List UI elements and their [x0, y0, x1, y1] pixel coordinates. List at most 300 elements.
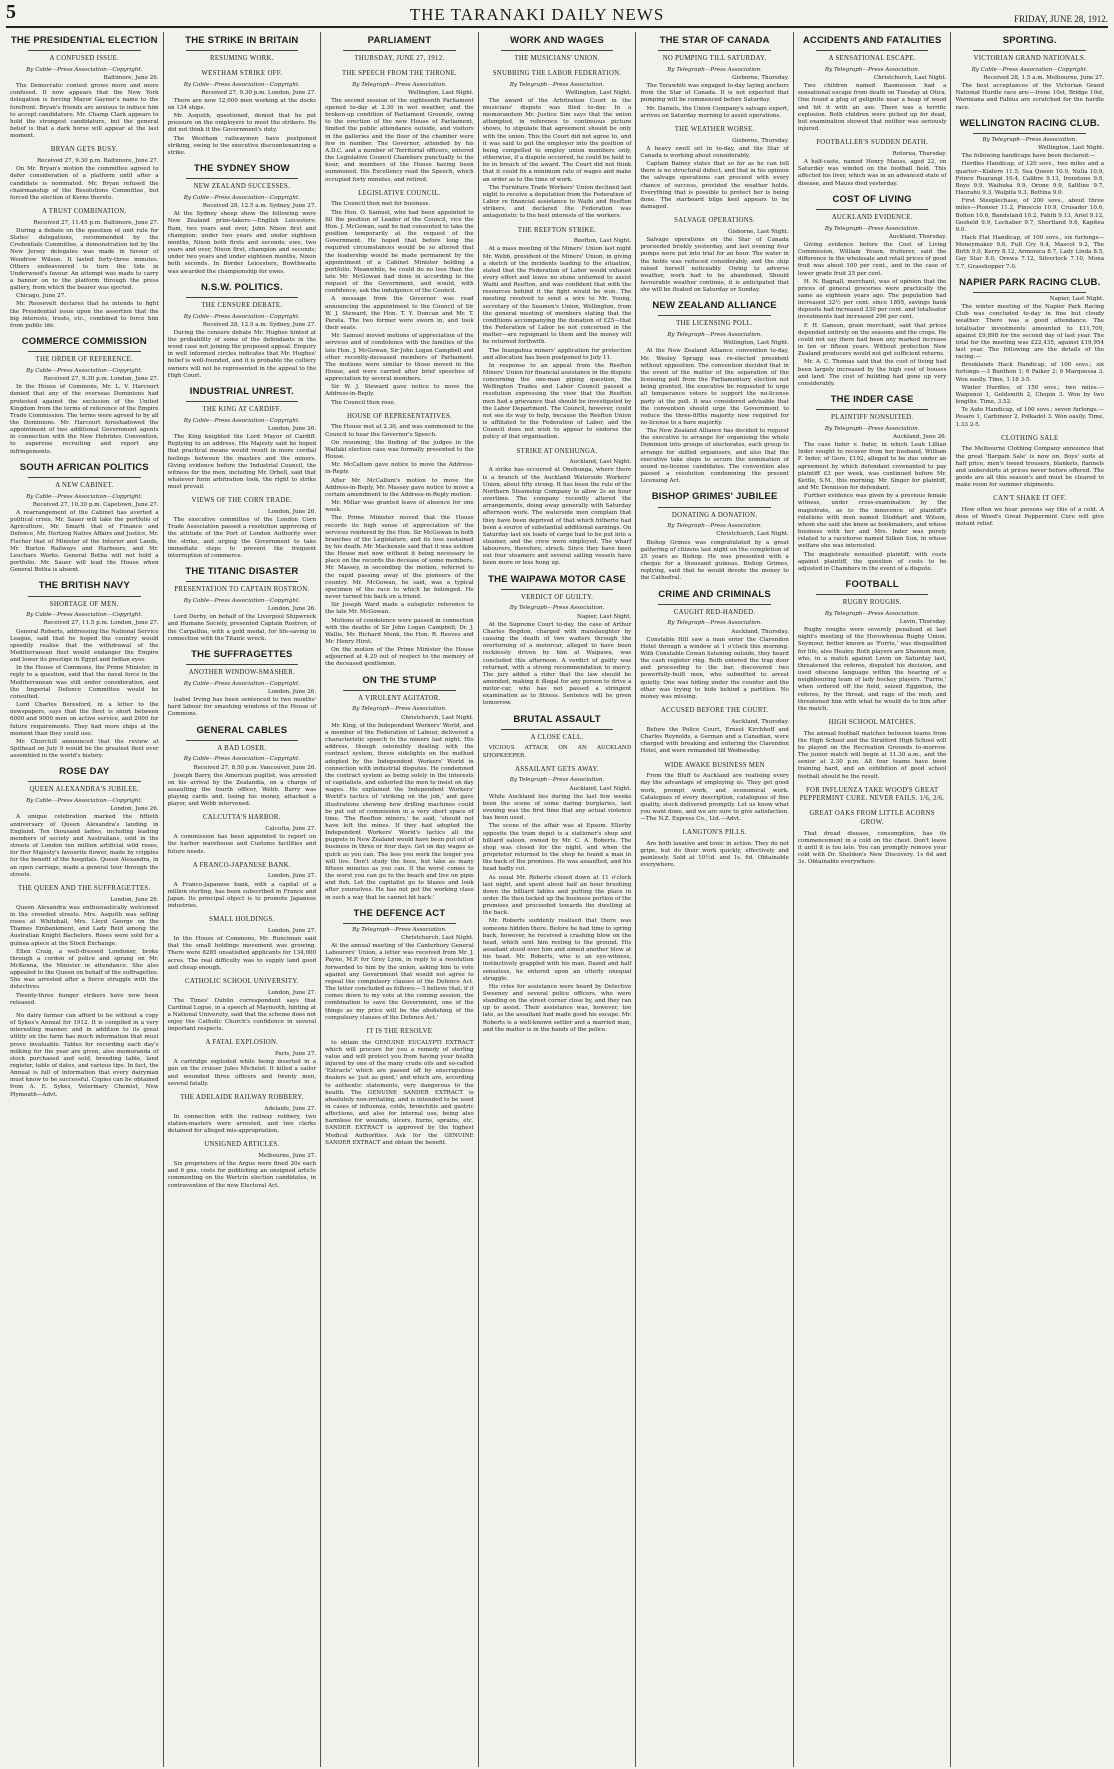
- article-subheading: A SENSATIONAL ESCAPE.: [828, 55, 916, 63]
- article-paragraph: Lord Charles Beresford, in a letter to the newspapers, says that the fleet is short between 6000 and 9000 men on active service, and 2000 for future requirements. They had more ships at the moment than they could use.: [10, 702, 159, 737]
- article-subheading: THE QUEEN AND THE SUFFRAGETTES.: [18, 884, 151, 892]
- newspaper-title: THE TARANAKI DAILY NEWS: [409, 5, 665, 25]
- article-paragraph: The Times' Dublin correspondent says that Cardinal Logue, in a speech at Maynooth, hinting at a National University, said that the scheme does not enjoy the Catholic Church's confidence in several important respects.: [167, 997, 317, 1033]
- article-paragraph: The winter meeting of the Napier Park Racing Club was concluded to-day in fine but cloudy weather. There was a good attendance. The totalisator investments amounted to £11,709, against £9,898 for the second day of last year. The total for the meeting was £22,435, against £19,954 last year. The following are the details of the racing:—: [955, 304, 1105, 361]
- article-place-date: Reefton, Last Night.: [573, 238, 632, 245]
- article-dateline: By Telegraph—Press Association.: [824, 425, 920, 432]
- article: [168, 978, 317, 1034]
- article-place-date: Calcutta, June 27.: [265, 826, 317, 833]
- article-subheading: THE CENSURE DEBATE.: [201, 301, 283, 309]
- article: [955, 35, 1104, 112]
- article-heading: THE WAIPAWA MOTOR CASE: [488, 573, 626, 585]
- article-place-date: London, June 27.: [267, 873, 317, 880]
- article-place-date: Received 28, 1.5 a.m. Melbourne, June 27.: [983, 75, 1105, 81]
- article-subheading: NEW ZEALAND SUCCESSES.: [193, 183, 291, 191]
- article-paragraph: The following handicaps have been declared:—: [961, 153, 1096, 160]
- article-paragraph: Mr. Roberts suddenly realised that there was someone hidden there. Before he had time to spring back, however, he received a crashing blow on the head, which sent him reeling to the ground. His assailant stood over him and aimed another blow at his head. Mr. Roberts, who is an eye-witness, instinctively grappled with his man. Dazed and half senseless, he entered upon an utterly unequal struggle.: [482, 918, 632, 982]
- article-place-date: Napier, Last Night.: [576, 613, 632, 620]
- article-paragraph: The Terawhiti was engaged to-day laying anchors from the Star of Canada. It is not expected that pumping will be commenced before Saturday.: [640, 83, 789, 104]
- article-place-date: Received 27, 8.50 p.m. Vancouver, June 26.: [193, 764, 317, 771]
- article-subheading: HOUSE OF REPRESENTATIVES.: [346, 412, 452, 420]
- article: [168, 282, 317, 380]
- article-subheading: THE WEATHER WORSE.: [674, 125, 755, 133]
- article-paragraph: In response to an appeal from the Reefton Miners' Union for financial assistance in the dispute concerning the one-man piping question, the Wellington Trades and Labor Council passed a resolution expressing the view that the Reefton men had a grievance that should be investigated by the Labor Department. The Council, however, could not see its way to help, because the Reefton Union is affiliated to the Federation of Labor, and the Council does not wish to appear to endorse the policy of that organisation.: [482, 362, 632, 441]
- article-dateline: By Telegraph—Press Association.: [982, 136, 1078, 143]
- article-dateline: By Cable—Press Association—Copyright.: [26, 798, 143, 805]
- article-subheading: SNUBBING THE LABOR FEDERATION.: [492, 69, 622, 77]
- article: [168, 916, 317, 972]
- article: [10, 580, 159, 760]
- columns-container: [6, 32, 1108, 1767]
- article-subheading: WESTHAM STRIKE OFF.: [201, 69, 283, 77]
- article-subheading: PLAINTIFF NONSUITED.: [831, 414, 914, 422]
- article: [955, 435, 1104, 490]
- article-subheading: A CONFUSED ISSUE.: [49, 55, 120, 63]
- article-subheading: A NEW CABINET.: [55, 481, 114, 489]
- column-3: [321, 32, 479, 1767]
- divider: [28, 50, 141, 51]
- article: [798, 194, 947, 388]
- article-paragraph: In the House of Commons, the Prime Minister, in reply to a question, said that the naval force in the Mediterranean was still under consideration, and the Imperial Defence Committee would be consulted.: [10, 665, 159, 700]
- divider: [816, 409, 929, 410]
- article: [640, 589, 789, 702]
- divider: [816, 594, 929, 595]
- article-paragraph: Hack Flat Handicap, of 100 sovs., six furlongs—Moneymaker 9.6, Full Cry 9.4, Mascot 9.2, The Birth 9.0, Kerry 8.12, Armonica 8.7, Lady Linda 8.5, Gay Star 8.0, Orewa 7.12, Silverlock 7.10, Mona 7.7, Grasshopper 7.0.: [955, 234, 1105, 270]
- article-paragraph: Te Aute Handicap, of 100 sovs.; seven furlongs.—Pesaro 1, Carbineer 2, Polkadot 3. Won easily. Time, 1.33 2-5.: [955, 407, 1105, 428]
- article-heading: THE PRESIDENTIAL ELECTION: [10, 35, 158, 46]
- article-paragraph: That dread disease, consumption, has its commencement in a cold on the chest. Don't leave it until it is too late. You can promptly remove your cold with Dr. Sheldon's New Discovery. 1s 6d and 3s. Obtainable everywhere.: [797, 830, 947, 866]
- article-paragraph: Mr. Daniels, the Union Company's salvage expert, arrives on Saturday morning to assist operations.: [640, 105, 789, 119]
- article-paragraph: In connection with the railway robbery, two station-masters were arrested, and two clerks detained for alleged mis-appropriation.: [167, 1113, 317, 1135]
- divider: [816, 50, 929, 51]
- article-dateline: By Cable—Press Association—Copyright.: [971, 66, 1088, 73]
- article-paragraph: to obtain the GENUINE EUCALYPTI EXTRACT which will procure for you a remedy of sterling value and will protect you from having your health injured by one of the many crude oils and so-called 'Extracts' which are passed off by unscrupulous dealers as 'just as good,' and which are, according to authentic statements, very dangerous to the health. The GENUINE SANDER EXTRACT is absolutely non-irritating, and is intended to be used in cases of influenza, colds, bronchitis and gastric affections, and also for internal use, being also harmless for wounds, ulcers, burns, sprains, etc. SANDER EXTRACT is approved by the highest Medical Authorities. Ask for the GENUINE SANDER EXTRACT and obtain the benefit.: [325, 1039, 474, 1146]
- article-paragraph: His cries for assistance were heard by Detective Sweeney and several police officers, who were standing on the street corner close by, and they ran up to assist. Their assistance was, however, too late, as the assailant had made good his escape. Mr. Roberts is a well-known settler and a married man, and the matter is in the hands of the police.: [482, 983, 632, 1033]
- article-subheading: THURSDAY, JUNE 27, 1912.: [354, 55, 445, 63]
- article-paragraph: The New Zealand Alliance has decided to request the executive to arrange for organising the whole Dominion into groups of electorates, each group to arrange for skilled organisers, and also that the executive take steps to secure the nomination of sound no-license candidates. The convention also passed a resolution condemning the present Licensing Act.: [640, 428, 789, 485]
- divider: [658, 604, 771, 605]
- divider: [28, 596, 141, 597]
- article-subheading: CALCUTTA'S HARBOR.: [202, 814, 281, 822]
- column-6: [794, 32, 952, 1767]
- divider: [973, 50, 1086, 51]
- article-paragraph: Six proprietors of the Argus were fined 20s each and 6 gns. costs for publishing an unsigned article commenting on the Wertcin election candidates, in contravention of the new Electoral Act.: [167, 1161, 317, 1189]
- article-place-date: Wellington, Last Night.: [407, 89, 474, 96]
- article-paragraph: Mr. Roosevelt declares that he intends to fight the Presidential issue upon the assertion that the big interests, trusts, etc., combined to force him from public life.: [10, 301, 159, 329]
- article-dateline: By Cable—Press Association—Copyright.: [26, 367, 143, 374]
- article-dateline: By Telegraph—Press Association.: [667, 523, 762, 530]
- article-paragraph: A cartridge exploded while being inserted in a gun on the cruiser Jules Michelet. It killed a sailor and wounded three officers and twenty men, several fatally.: [167, 1059, 317, 1087]
- article-heading: WELLINGTON RACING CLUB.: [959, 117, 1100, 129]
- divider: [973, 133, 1086, 134]
- article-subheading: A VIRULENT AGITATOR.: [358, 694, 441, 702]
- article-place-date: Received 28, 12.5 a.m. Sydney, June 27.: [202, 321, 317, 328]
- article: [798, 35, 947, 133]
- article-paragraph: During the censure debate Mr. Hughes hinted at the probability of some of the defendants in the wood case not joining the proposed appeal. Enquiry in well informed circles indicates that Mr. Hughes' belief is well-founded, and it is probable the colliery owners will not be represented in the appeal to the High Court.: [167, 329, 317, 379]
- divider: [973, 292, 1086, 293]
- article-place-date: Received 27, 11.45 p.m. Baltimore, June 27.: [33, 219, 159, 226]
- divider: [28, 351, 141, 352]
- article: [955, 495, 1104, 528]
- article-subheading: VIEWS OF THE CORN TRADE.: [191, 497, 293, 505]
- article-subheading: THE SPEECH FROM THE THRONE.: [341, 69, 457, 77]
- article-subheading: PRESENTATION TO CAPTAIN ROSTRON.: [174, 586, 310, 594]
- article-paragraph: Mr. Churchill announced that the review at Spithead on July 9 would be the greatest fleet ever assembled in the world's history.: [10, 738, 159, 760]
- article-paragraph: Twenty-three hunger strikers have now been released.: [10, 992, 159, 1006]
- article-paragraph: VICIOUS ATTACK ON AN AUCKLAND SHOPKEEPER.: [482, 745, 632, 759]
- article-place-date: Christchurch, Last Night.: [716, 531, 789, 538]
- article-place-date: London, June 26.: [110, 896, 159, 903]
- article-paragraph: The Council then rose.: [331, 399, 396, 406]
- article-paragraph: Bishop Grimes was congratulated by a great gathering of citizens last night on the completion of 25 years as Bishop. He was presented with a cheque for a thousand guineas. Bishop Grimes, replying, said that he would devote the money to the Cathedral.: [640, 539, 789, 582]
- article-paragraph: Mr. Samuel moved motions of appreciation of the services and of condolence with the families of the late Hon. J. McGowan, Sir John Logan Campbell and other recently-deceased members of Parliament. The motions were similar to those moved in the House, and were carried after brief speeches of appreciation by several members.: [325, 333, 474, 383]
- divider: [658, 315, 771, 316]
- article-paragraph: On the motion of the Prime Minister the House adjourned at 4.20 out of respect to the memory of the deceased gentlemen.: [325, 647, 474, 668]
- article: [168, 497, 317, 560]
- article-heading: WORK AND WAGES: [510, 35, 604, 46]
- article-place-date: Wellington, Last Night.: [723, 340, 789, 347]
- article: [168, 725, 317, 809]
- article-subheading: THE REEFTON STRIKE.: [517, 226, 597, 234]
- article: [10, 35, 159, 140]
- article: [325, 908, 474, 1022]
- article-paragraph: Rugby roughs were severely penalised at last night's meeting of the Horowhenua Rugby Union. Seymour, better known as 'Furrie,' was disqualified for life, also Healey. Both players are Shannon men, who, in a match against Levin on Saturday last, threatened the referee, disputed his decision, and used obscene language within the hearing of a neighbouring team of lady hockey players. 'Furrie,' when ordered off the field, seized Egginton, the referee, by the throat, and rage of the mob, and threatened him with what he would do to him after the match.: [797, 627, 947, 712]
- article-paragraph: At the New Zealand Alliance convention to-day, Mr. Wesley Spragg was re-elected president without opposition. The convention decided that in the event of the matter of the separation of the licensing poll from the Parliamentary election not being granted, the executive be requested to urge all temperance voters to support the no-license party at the poll. It was considered advisable that the convention should urge the Government to reduce the three-fifths majority now required for no-license to a bare majority.: [640, 348, 789, 426]
- article: [798, 719, 947, 781]
- article-subheading: CAN'T SHAKE IT OFF.: [993, 495, 1067, 503]
- article: [10, 336, 159, 456]
- article-paragraph: General Roberts, addressing the National Service League, said that he hoped the country would speedily realise that the withdrawal of the Mediterranean fleet would endanger the Empire and lower its prestige in Egypt and Indian eyes.: [10, 628, 159, 664]
- divider: [186, 664, 299, 665]
- article: [10, 1013, 159, 1099]
- article-paragraph: From the Bluff to Auckland are realising every day the advantage of employing us. They get good work, prompt work, and economical work. Catalogues of every description, catalogues of fine quality, stock delivered promptly. Let us know what you want done, and we are sure to give satisfaction. —The N.Z. Express Co., Ltd.—Advt.: [640, 773, 789, 823]
- article-dateline: By Telegraph—Press Association.: [824, 66, 920, 73]
- article: [168, 163, 317, 276]
- article-dateline: By Telegraph—Press Association.: [352, 926, 447, 933]
- article-paragraph: Captain Bainey states that so far as he can tell there is no structural defect, and that in his opinion the salvage operations can proceed with every chance of success, provided the weather holds. Everything that is possible to protect her is being done. The starboard bilge keel appears to be damaged.: [640, 161, 789, 211]
- article-place-date: Christchurch, Last Night.: [873, 75, 947, 81]
- article: [325, 35, 474, 64]
- article-subheading: STRIKE AT ONEHUNGA.: [516, 447, 598, 455]
- divider: [501, 729, 614, 730]
- article-place-date: Wellington, Last Night.: [565, 89, 632, 96]
- article-paragraph: The second session of the eighteenth Parliament opened to-day at 2.30 in wet weather, and the broken-up condition of Parliament Grounds, owing to the erection of the new House of Parliament, limited the public attendance outside, and visitors in the galleries and the floor of the chamber were few in number. The Governor, attended by his A.D.C. and a number of Territorial officers, entered the Legislative Council Chambers punctually to the hour, and members of the House having been summoned, His Excellency read the Speech, which occupied forty minutes, and retired.: [325, 97, 474, 183]
- article-heading: NEW ZEALAND ALLIANCE: [652, 300, 777, 312]
- article-place-date: Christchurch, Last Night.: [401, 714, 474, 721]
- article: [640, 217, 789, 294]
- article-heading: ROSE DAY: [59, 766, 110, 778]
- article-paragraph: In the House of Commons, Mr. Runciman said that the small holdings movement was growing. There were 8285 unsatisfied applicants for 134,000 acres. The real difficulty was to supply land good and cheap enough.: [167, 936, 317, 971]
- article-paragraph: Lord Derby, on behalf of the Liverpool Shipwreck and Humane Society, presented Captain Rostron, of the Carpathia, with a gold medal, for life-saving in connection with the Titanic wreck.: [167, 614, 317, 642]
- article-place-date: Gisborne, Thursday.: [732, 75, 789, 81]
- article-heading: THE SYDNEY SHOW: [194, 163, 290, 175]
- article-heading: SPORTING.: [1002, 35, 1057, 46]
- article-dateline: By Telegraph—Press Association.: [667, 66, 762, 73]
- article-place-date: Auckland, Last Night.: [569, 785, 632, 792]
- article: [955, 118, 1104, 271]
- article-place-date: Auckland, June 26.: [893, 434, 947, 440]
- article: [640, 300, 789, 485]
- article: [325, 70, 474, 184]
- column-4: [479, 32, 637, 1767]
- article-place-date: London, June 26.: [267, 425, 317, 432]
- article-dateline: By Cable—Press Association—Copyright.: [26, 66, 143, 73]
- article-paragraph: A commission has been appointed to report on the harbor warehouse and Customs facilities and future needs.: [167, 834, 317, 855]
- divider: [186, 297, 299, 298]
- column-7: [951, 32, 1108, 1767]
- article-heading: COST OF LIVING: [832, 193, 912, 205]
- article-place-date: London, June 27.: [267, 927, 317, 934]
- article-subheading: THE LICENSING POLL.: [676, 320, 754, 328]
- article-place-date: Received 28, 12.5 a.m. Sydney, June 27.: [202, 203, 317, 210]
- article-paragraph: Salvage operations on the Star of Canada proceeded briskly yesterday, and last evening four pumps were put into trial for an hour. The water in the holds was reduced considerably, and the ship raised herself noticeably. Owing to adverse weather, work had to be abandoned. Should favourable weather continue, it is anticipated that she will be floated on Saturday or Sunday.: [640, 237, 789, 294]
- article: [955, 277, 1104, 429]
- article-subheading: THE ORDER OF REFERENCE.: [35, 356, 134, 364]
- article-subheading: ASSAILANT GETS AWAY.: [515, 765, 599, 773]
- article-subheading: LANGTON'S PILLS.: [682, 829, 747, 837]
- article-subheading: ANOTHER WINDOW-SMASHER.: [188, 669, 296, 677]
- article-paragraph: Are both laxative and tonic in action. They do not gripe, but do their work quickly, effectively and painlessly. Sold at 10½d. and 1s. 6d. Obtainable everywhere.: [640, 841, 789, 869]
- article-paragraph: Isabel Irving has been sentenced to two months' hard labour for smashing windows of the House of Commons.: [167, 697, 317, 718]
- article: [325, 413, 474, 669]
- article-subheading: AUCKLAND EVIDENCE.: [831, 213, 913, 221]
- article-heading: BRUTAL ASSAULT: [513, 713, 601, 725]
- article-paragraph: How often we hear persons say this of a cold. A dose of Wood's Great Peppermint Cure will give instant relief.: [955, 507, 1105, 528]
- article-paragraph: The award of the Arbitration Court in the musicians' dispute was filed to-day. In a memorandum Mr. Justice Sim says that the union attempted, in reference to continuous picture shows, to stipulate that agreement should be only with the union. This the Court did not agree to, and it was said to put the employer into the position of being compelled to employ union members only, otherwise, if a dispute occurred, he could be held to be in breach of the award. The Court did not think that it could fix a minimum rate of wages and make an order as to the time of work.: [482, 97, 632, 183]
- divider: [658, 507, 771, 508]
- article-place-date: London, June 26.: [267, 688, 317, 695]
- article-dateline: By Cable—Press Association—Copyright.: [183, 680, 300, 687]
- article-subheading: THE KING AT CARDIFF.: [202, 406, 282, 414]
- article-paragraph: The Westham railwaymen have postponed striking, owing to the executive discountenancing a strike.: [167, 135, 317, 156]
- article-paragraph: The Inangahua miners' application for protection and allocation has been postponed to July 11.: [482, 347, 632, 361]
- article-subheading: GREAT OAKS FROM LITTLE ACORNS GROW.: [809, 810, 935, 826]
- article-subheading: THE ADELAIDE RAILWAY ROBBERY.: [180, 1093, 304, 1101]
- article-paragraph: The King knighted the Lord Mayor of Cardiff. Replying to an address, His Majesty said he hoped that practical means would result in more cordial feelings between the masters and the miners. Giving evidence before the Industrial Council, the witness for the men, including Mr. Orbell, said that whatever form arbitration took, the right to strike must prevail.: [167, 434, 317, 491]
- article-dateline: By Telegraph—Press Association.: [352, 81, 447, 88]
- article-heading: ON THE STUMP: [362, 674, 437, 686]
- article-paragraph: First Steeplechase, of 200 sovs., about three miles—Pioneer 11.2, Pinoccio 10.9, Crusader 10.6, Bolton 10.6, Bandstand 10.2, Fahiti 9.13, Ariel 9.12, Gosheld 9.9, Lochaber 9.7, Shortland 9.6, Kapitea 9.0.: [955, 198, 1105, 233]
- article: [483, 766, 632, 1034]
- divider: [816, 209, 929, 210]
- article-paragraph: Mr. Millar was granted leave of absence for one week.: [325, 500, 474, 514]
- article-subheading: CAUGHT RED-HANDED.: [673, 608, 756, 616]
- article-dateline: By Telegraph—Press Association.: [509, 777, 605, 784]
- article: [798, 810, 947, 866]
- article-paragraph: A rearrangement of the Cabinet has averted a political crisis. Mr. Sauer will take the portfolio of Agriculture, Mr. Smartt that of Finance and Defence, Mr. Hertzog Native Affairs and Justice, Mr. Fischer that of Minister of the Interior and Lands, Mr. Burton Railways and Harbours, and Mr. Leuchars Works. General Botha will not hold a portfolio. Mr. Sauer will lead the House when General Botha is absent.: [10, 509, 159, 574]
- article-subheading: RUGBY ROUGHS.: [842, 599, 902, 607]
- article: [168, 862, 317, 910]
- article-paragraph: A unique celebration marked the fiftieth anniversary of Queen Alexandra's landing in England. Ten thousand ladies, including leading members of society and Australians, sold in the streets of London ten million artificial wild roses, for Her Majesty's favourite flower, made by cripples for the benefit of the hospitals. Queen Alexandra, in an open carriage, made a general tour through the streets.: [10, 814, 159, 878]
- article-paragraph: The Democratic contest grows more and more confused. It now appears that the New York delegation is forcing Mayor Gaynor's name to the forefront. Bryan's friends are anxious to induce him to accept candidature. Mr. Champ Clark appears to hold the strongest candidature, but the general belief is that a dark horse will appear at the last moment.: [10, 83, 159, 140]
- article-dateline: By Cable—Press Association—Copyright.: [183, 597, 300, 604]
- article-place-date: Received 27, 11.5 p.m. London, June 27.: [43, 620, 159, 627]
- article-paragraph: During a debate on the question of unit rule for States' delegations, recommended by the Credentials Committee, a demonstration led by the New Jersey delegates was made in favour of Woodrow Wilson. It lasted forty-three minutes. Others endeavoured to turn the tide in Underwood's favour. An attempt was made to carry a banner on to the platform through the press gallery, from which the bearer was ejected.: [10, 227, 159, 292]
- article: [798, 139, 947, 187]
- article-heading: THE STRIKE IN BRITAIN: [185, 35, 299, 46]
- article-heading: COMMERCE COMMISSION: [21, 336, 147, 348]
- article-place-date: Received 27, 10.30 p.m. Capetown, June 27.: [32, 501, 159, 508]
- article-subheading: UNSIGNED ARTICLES.: [204, 1141, 280, 1149]
- article-paragraph: Motions of condolence were passed in connection with the deaths of Sir John Logan Campbell, Dr. J. Wallis, Mr. Richard Monk, the Hon. R. Reeves and Mr. Henry Hirst.: [325, 617, 474, 645]
- article-dateline: By Cable—Press Association—Copyright.: [26, 493, 143, 500]
- article-heading: THE DEFENCE ACT: [353, 907, 446, 919]
- divider: [186, 740, 299, 741]
- article-subheading: CLOTHING SALE: [1001, 434, 1059, 442]
- divider: [186, 581, 299, 582]
- divider: [343, 50, 456, 51]
- article-paragraph: The magistrate nonsuited plaintiff, with costs against plaintiff, the question of costs to be adjusted in Chambers in the event of a dispute.: [797, 551, 947, 572]
- article-subheading: CATHOLIC SCHOOL UNIVERSITY.: [185, 977, 299, 985]
- article-paragraph: The House met at 2.30, and was summoned to the Council to hear the Governor's Speech.: [325, 424, 474, 438]
- divider: [658, 50, 771, 51]
- article: [325, 190, 474, 407]
- article: [168, 814, 317, 855]
- article-paragraph: H. N. Bagnall, merchant, was of opinion that the prices of general groceries were practically the same as eighteen years ago. The population had increased 32½ per cent. since 1895, savings bank deposits had increased 230 per cent. and totalisator investments had increased 296 per cent.: [797, 278, 947, 321]
- article: [325, 675, 474, 902]
- article: [168, 386, 317, 491]
- article: [10, 208, 159, 330]
- article: [483, 714, 632, 760]
- article-place-date: Levin, Thursday.: [899, 618, 947, 625]
- article-subheading: A TRUST COMBINATION.: [42, 208, 127, 216]
- article-heading: BISHOP GRIMES' JUBILEE: [651, 491, 778, 503]
- article-paragraph: A message from the Governor was read announcing the appointment to the Council of Sir W. J. Steward, the Hon. T. Y. Duncan and Mr. T. Parata. The two former were sworn in, and took their seats.: [325, 296, 474, 332]
- article-paragraph: The annual football matches between teams from the High School and the Stratford High School will be played on the Recreation Grounds to-morrow. The junior match will begin at 11.30 a.m., and the senior at 2.30 p.m. All four teams have been training hard, and an exhibition of good school football should be the result.: [797, 730, 947, 780]
- article-subheading: A FRANCO-JAPANESE BANK.: [192, 861, 291, 869]
- article-subheading: SMALL HOLDINGS.: [209, 916, 275, 924]
- article-paragraph: Hurdles Handicap, of 120 sovs., two miles and a quarter—Kiatere 11.5, Sea Queen 10.9, Nulla 10.9, Prince Ruarangi 10.4, Calibre 9.13, Ironstone 9.9, Boyo 9.9, Waihuka 9.9, Orone 9.9, Saltline 9.7, Haurahu 9.3, Walpita 9.3, Bettina 9.0.: [955, 161, 1105, 197]
- article-paragraph: Chicago, June 27.: [16, 293, 67, 300]
- article-paragraph: Joseph Barry, the American pugilist, was arrested on his arrival by the Zealandia, on a charge of assaulting the fourth officer, Webb. Barry was playing cards and, losing his money, attacked a player, and Webb intervened.: [167, 772, 317, 808]
- article-subheading: IT IS THE RESOLVE: [366, 1027, 433, 1035]
- article-subheading: SALVAGE OPERATIONS.: [674, 217, 756, 225]
- article-paragraph: Mr. McCallum gave notice to move the Address-in-Reply.: [325, 462, 474, 476]
- article: [798, 394, 947, 573]
- article: [640, 707, 789, 755]
- article-place-date: Wellington, Last Night.: [1038, 145, 1105, 152]
- article-subheading: NO PUMPING TILL SATURDAY.: [662, 55, 767, 63]
- article-paragraph: Queen Alexandra was enthusiastically welcomed in the crowded streets. Mrs. Asquith was selling roses at Whitehall, Mrs. Lloyd George on the Thames Embankment, and Lady Reid among the Australian Knight Bachelors. Roses were sold for a guinea apiece at the Stock Exchange.: [10, 904, 159, 947]
- article-dateline: By Telegraph—Press Association.: [667, 620, 762, 627]
- article: [168, 1094, 317, 1135]
- article: [168, 35, 317, 64]
- article: [798, 787, 947, 804]
- article-paragraph: Sir Joseph Ward made a eulogistic reference to the late Mr. McGowan.: [325, 602, 474, 616]
- article-paragraph: Giving evidence before the Cost of Living Commission, William Youen, fruiterer, said the difference in the wholesale and retail prices of good fruit was about 100 per cent., and in the case of lower grade fruit 25 per cent.: [797, 241, 947, 277]
- article-paragraph: After Mr. McCallum's motion to move the Address-in-Reply, Mr. Massey gave notice to move a certain amendment to the Address-in-Reply motion.: [325, 477, 474, 498]
- article-heading: N.S.W. POLITICS.: [200, 281, 283, 293]
- article-place-date: Auckland, Thursday.: [731, 628, 789, 635]
- article: [798, 579, 947, 713]
- article: [168, 1039, 317, 1087]
- article-dateline: By Cable—Press Association—Copyright.: [183, 756, 300, 763]
- article-paragraph: No dairy farmer can afford to be without a copy of Sykes's Annual for 1912. It is compiled in a very interesting manner, and in addition to its great utility on the farm has much information that must prove invaluable. Tables for recording each day's milking for the year are given, also memoranda of stock purchased and sold, breeding table, land register, table of dates, and various tips. In fact, the Annual is full of information that every dairyman must know to be successful. Copies can be obtained from A. E. Sykes, Veterinary Chemist, New Plymouth—Advt.: [10, 1012, 159, 1098]
- divider: [186, 50, 299, 51]
- article-place-date: Received 27, 9.30 p.m. London, June 27.: [201, 89, 317, 96]
- article-heading: THE SUFFRAGETTES: [191, 648, 293, 660]
- article: [483, 448, 632, 568]
- article: [168, 70, 317, 157]
- article-heading: THE TITANIC DISASTER: [185, 566, 299, 578]
- article-subheading: VICTORIAN GRAND NATIONALS.: [973, 55, 1086, 63]
- divider: [343, 690, 456, 691]
- article-place-date: Auckland, Thursday.: [888, 233, 947, 240]
- article-paragraph: The case Inder v. Inder, in which Leah Lillian Inder sought to recover from her husband, William F. Inder, of Gore, £192, alleged to be due under an agreement by which defendant covenanted to pay plaintiff £3 per week, was continued before Mr. Kettle, S.M., this morning. Mr. Singer for plaintiff, and Mr. Dennison for defendant.: [797, 442, 947, 492]
- article-place-date: Christchurch, Last Night.: [401, 935, 474, 941]
- page-number: 5: [6, 1, 16, 24]
- article-paragraph: A Franco-Japanese bank, with a capital of a million sterling, has been subscribed in France and Japan. Its principal object is to promote Japanese industries.: [167, 881, 317, 910]
- article-subheading: HIGH SCHOOL MATCHES.: [828, 719, 916, 726]
- article-paragraph: Ellen Craig, a well-dressed Londoner, broke through a cordon of police and sprang on Mr. McKenna, the Minister in attendance. She also appealed to the Queen on behalf of the suffragettes. She was arrested after a fierce struggle with the detectives.: [10, 948, 159, 991]
- article: [10, 462, 159, 575]
- article-paragraph: Mr. Asquith, questioned, denied that he put pressure on the employers to meet the strikers. He did not think it the Government's duty.: [167, 113, 317, 134]
- article-subheading: SHORTAGE OF MEN.: [49, 600, 119, 608]
- article-heading: INDUSTRIAL UNREST.: [189, 385, 294, 397]
- article: [10, 146, 159, 202]
- article: [10, 885, 159, 1007]
- article: [168, 1141, 317, 1189]
- article-subheading: VERDICT OF GUILTY.: [520, 593, 594, 601]
- article-subheading: THE MUSICIANS' UNION.: [514, 55, 600, 63]
- article-dateline: By Cable—Press Association—Copyright.: [183, 81, 300, 88]
- article-paragraph: In the House of Commons, Mr. L. V. Harcourt denied that any of the overseas Dominions had protested against the exclusion of the United Kingdom from the terms of reference of the Empire Trade Commission. The terms were agreed to by all the Dominions. Mr. Harcourt foreshadowed the appointment of two additional Government agents in connection with the New Hebrides Convention, to supervise recruiting and report any infringements.: [10, 384, 159, 455]
- article-dateline: By Cable—Press Association—Copyright.: [26, 612, 143, 619]
- divider: [501, 589, 614, 590]
- article-paragraph: Winter Hurdles, of 150 sovs.; two miles.—Waipunui 1, Goldsmith 2, Chopin 3. Won by two lengths. Time, 3.52.: [955, 384, 1105, 406]
- article-paragraph: At the Sydney sheep show the following were New Zealand prize-takers:—English Leicesters: Ram, two years and over, John Nixon first and champion; under two years and under eighteen months, Nixon both firsts and seconds; ewe, two years and over, Nixon first, champion and seconds; under two years and under eighteen months, Nixon both seconds. In Border Leicesters, Bowthwaite was awarded the championship for ewes.: [167, 211, 317, 275]
- article-place-date: London, June 27.: [267, 989, 317, 996]
- divider: [186, 401, 299, 402]
- article-paragraph: On resuming, the finding of the judges in the Waitaki election case was formally presented to the House.: [325, 439, 474, 461]
- article-heading: NAPIER PARK RACING CLUB.: [959, 276, 1101, 288]
- article-subheading: BRYAN GETS BUSY.: [50, 146, 118, 154]
- article-heading: THE STAR OF CANADA: [659, 35, 770, 46]
- article-paragraph: The Prime Minister moved that the House records its high sense of appreciation of the services rendered by the Hon. Sir McGowan in both branches of the Legislature, and its loss sustained by his death. Mr. Mackenzie said that it was seldom the House met now without it being necessary to place on the records the decease of some members. Mr. Massey, in seconding the motion, referred to the rapid passing away of the pioneers of the country. Mr. McGowan, he said, was a typical specimen of the race to which he belonged. He never turned his back on a friend.: [325, 515, 474, 601]
- article: [483, 574, 632, 708]
- article-paragraph: Further evidence was given by a previous female witness, under cross-examination by the magistrate, as to the innocence of plaintiff's relations with men named Stoddart and Wilson, whom she said she knew as bookmakers, and whose business with her and Mrs. Inder was purely related to a racehorse named Silken Sun, in whose welfare she was interested.: [797, 493, 947, 550]
- article-subheading: LEGISLATIVE COUNCIL.: [358, 189, 441, 197]
- masthead: [6, 1, 1108, 28]
- article-place-date: Napier, Last Night.: [1049, 295, 1105, 302]
- issue-date: FRIDAY, JUNE 28, 1912.: [1013, 14, 1108, 25]
- article-dateline: By Telegraph—Press Association.: [667, 332, 762, 339]
- article-dateline: By Telegraph—Press Association.: [509, 605, 605, 612]
- article-place-date: Paris, June 27.: [274, 1051, 317, 1058]
- article-subheading: DONATING A DONATION.: [671, 511, 758, 519]
- article-subheading: WIDE AWAKE BUSINESS MEN: [664, 761, 765, 769]
- article-paragraph: The Hon. O. Samuel, who had been appointed to fill the position of Leader of the Council, vice the Hon. J. McGowan, said he had consented to take the position temporarily at the request of the Government. He hoped that before long the required circumstances would be so altered that the leadership would be made permanent by the appointment of a Cabinet Minister holding a portfolio. Meanwhile, he could do no less than the late Mr. McGowan had done in according to the request of the Government, and would, with confidence, ask the indulgence of the Council.: [325, 209, 474, 295]
- article-paragraph: Two children named Rasmussen had a sensational escape from death on Tuesday at Otira. One found a plug of gelignite near a heap of wood and hit it with an axe. There was a terrific explosion. Both children were picked up for dead, but examination showed that neither was seriously injured.: [797, 83, 947, 133]
- article-paragraph: Mr. King, of the Independent Workers' World, and a member of the Federation of Labour, delivered a characteristic speech to the miners last night. His address, though ostensibly dealing with the contract system, threw sidelights on the method adopted by the Independent Workers' World in connection with industrial disputes. He condemned the contract system as being solely in the interests of capitalists, and exhorted the men to insist on day wages. He explained the Independent Workers' World's tactics of 'striking on the job,' and gave illustrations showing how drilling machines could be put out of commission in a very short space of time. 'The Reefton miners,' he said, 'should not have left the mines. If they had adopted the Independent Workers' World's tactics all the puppets in New Zealand would have been put out of business in three or four days. Get on day wages as quick as you can. The less you work the longer you will live. Don't study the boss, but take as many fifteen minutes as you can. If the worst comes to the worst you can go to the beach and live on pipis and fish. Let the capitalist go to blazes and look after yourselves. He has not got the working class in such a way that he cannot hit back.': [325, 722, 474, 901]
- article-heading: PARLIAMENT: [367, 35, 432, 46]
- article-place-date: Received 27, 9.30 p.m. Baltimore, June 27.: [36, 158, 159, 165]
- article-paragraph: While Auckland lies during the last few weeks been the scene of some daring burglaries, last evening was the first time that any actual violence has been used.: [482, 793, 632, 822]
- article-paragraph: A heavy swell set in to-day, and the Star of Canada is working about considerably.: [640, 145, 789, 159]
- article-subheading: A BAD LOSER.: [217, 744, 267, 752]
- article-paragraph: At the annual meeting of the Canterbury General Labourers' Union, a letter was received from Mr. J. Payne, M.P. for Grey Lynn, in reply to a resolution forwarded to him by the union, asking him to vote against any Government that would not agree to repeal the compulsory clauses of the Defence Act. The letter concluded as follows:—'I believe that, if it comes down to my vote at the coming session, the combination to save the Government, one of the things as my price will be the abolishing of the compulsory clauses of the Defence Act.': [325, 943, 474, 1021]
- article-paragraph: On Mr. Bryan's motion the committee agreed to defer consideration of a platform until after a candidate is nominated. Mr. Bryan refused the chairmanship of the Resolutions Committee, but forced the election of Kerns thereto.: [10, 166, 159, 201]
- article-paragraph: At the Supreme Court to-day, the case of Arthur Charles Bogdon, charged with manslaughter by causing the death of two waiters through the overturning of a motorcar, alleged to have been recklessly driven by him at Waipawa, was concluded this afternoon. A verdict of guilty was returned, with a strong recommendation to mercy. The jury added a rider that the law should be amended, making it illegal for any person to drive a motor-car, who has not passed a stringent examination as to fitness. Sentence will be given tomorrow.: [482, 621, 632, 707]
- article-heading: SOUTH AFRICAN POLITICS: [19, 461, 149, 473]
- article-paragraph: A strike has occurred at Onehunga, where there is a branch of the Auckland Waterside Workers' Union, about fifty strong. It has been the rule of the Northern Steamship Company to allow 2s an hour overtime. The company recently altered the arrangements, doing away generally with Saturday afternoon work. The waterside men complain that they have been deprived of that which hitherto had been a source of substantial additional earnings. On Saturday last six loads of cargo had to be put into a steamer, and the crew were employed. The wharf labourers, therefore, struck. Since they have been out four steamers and several sailing vessels have been more or less hung up.: [482, 467, 632, 567]
- article-place-date: London, June 26.: [267, 509, 317, 515]
- article-paragraph: Constable Hill saw a man enter the Clarendon Hotel through a window at 1 o'clock this morning. With Constable Cowan listening outside, they heard the cash register ring. Both entered the trap door and proceeding to the bar, discovered two powerfully-built men, who submitted to arrest quietly. One was hiding under the counter and the other was trying to hide behind a partition. No money was missing.: [640, 636, 789, 700]
- article: [640, 126, 789, 211]
- article-dateline: By Telegraph—Press Association.: [509, 81, 605, 88]
- article-dateline: By Cable—Press Association—Copyright.: [183, 313, 300, 320]
- article-dateline: By Telegraph—Press Association.: [824, 225, 920, 232]
